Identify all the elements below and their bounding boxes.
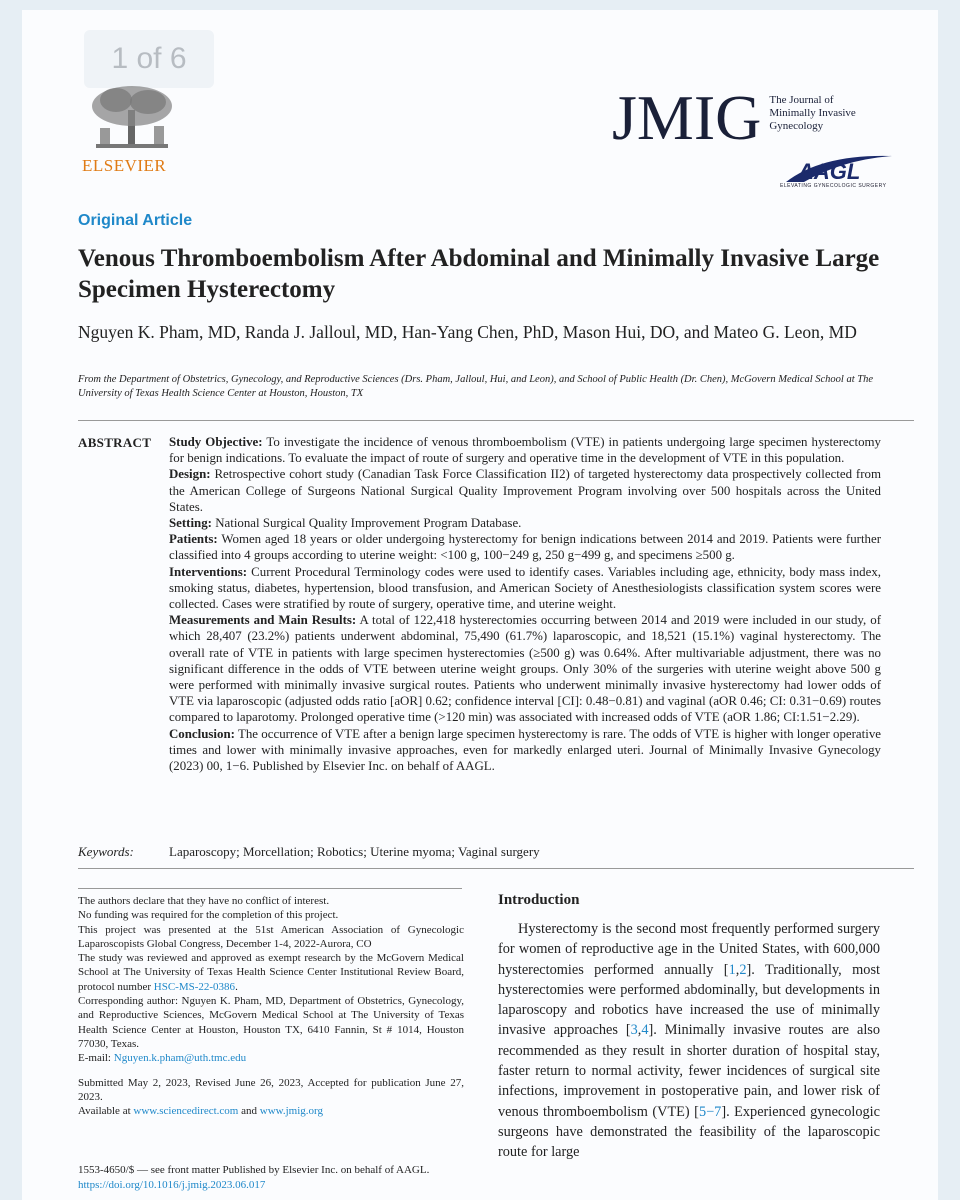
reference-link[interactable]: 5−7 [698, 1103, 722, 1120]
abstract-results [169, 612, 881, 725]
journal-full-name [769, 94, 855, 133]
abstract-text: Retrospective cohort study (Canadian Task Force Classification II2) of targeted hysterectomy data prospectively collected from the American College of Surgeons National Surgical Quality Improvement Program involving over 500 hospitals across the United States. [169, 467, 881, 514]
introduction-paragraph [498, 919, 880, 1163]
abstract-heading: Measurements and Main Results: [169, 613, 357, 628]
reference-link[interactable]: 1 [728, 961, 736, 978]
author-affiliation: From the Department of Obstetrics, Gynecology, and Reproductive Sciences (Drs. Pham, Jalloul, Hui, and Leon), and School of Public Health (Dr. Chen), McGovern Medical School at The University of Texas Health Science Center at Houston, Houston, TX [78, 374, 874, 399]
abstract-objective [169, 434, 881, 466]
abstract-conclusion [169, 726, 881, 775]
footnote-divider [78, 888, 462, 889]
abstract-text: The occurrence of VTE after a benign large specimen hysterectomy is rare. The odds of VTE is higher with longer operative times and lower with minimally invasive approaches, even for markedly enlarged uteri. Journal of Minimally Invasive Gynecology (2023) 00, 1−6. Published by Elsevier Inc. on behalf of AAGL. [169, 726, 881, 774]
available-and: and [241, 1105, 257, 1118]
publisher-name: ELSEVIER [82, 156, 167, 175]
front-matter [78, 1163, 508, 1192]
issn-line: 1553-4650/$ — see front matter Published by Elsevier Inc. on behalf of AAGL. [78, 1164, 430, 1176]
abstract-interventions [169, 564, 881, 613]
journal-name-line2: Minimally Invasive [769, 107, 856, 119]
abstract-text: A total of 122,418 hysterectomies occurring between 2014 and 2019 were included in our study, of which 28,407 (23.2%) patients underwent abdominal, 75,490 (61.7%) laparoscopic, and 18,521 (15.1%) vaginal hysterectomy. The overall rate of VTE in patients with large specimen hysterectomies (≥500 g) was 0.64%. After multivariable adjustment, there was no significant difference in the odds of VTE between uterine weight groups. Only 30% of the surgeries with uterine weight above 500 g were performed with minimally invasive surgical routes. Patients who underwent minimally invasive hysterectomy had lower odds of VTE via laparoscopic (adjusted odds ratio [aOR] 0.62; confidence interval [CI]: 0.48−0.81) and vaginal (aOR 0.46; CI: 0.31−0.69) routes compared to laparotomy. Prolonged operative time (>120 min) was associated with increased odds of VTE (aOR 1.86; CI:1.51−2.29). [169, 613, 881, 725]
aagl-wordmark: AAGL [798, 159, 861, 184]
elsevier-logo [82, 82, 202, 176]
keywords-label: Keywords: [78, 844, 134, 859]
doi-link[interactable]: https://doi.org/10.1016/j.jmig.2023.06.017 [78, 1178, 266, 1191]
footnotes [78, 894, 464, 1118]
email-line [78, 1051, 464, 1065]
abstract-heading: Conclusion: [169, 726, 235, 741]
journal-abbrev: JMIG [612, 82, 762, 153]
abstract-text: Women aged 18 years or older undergoing hysterectomy for benign indications between 2014 and 2019. Patients were further classified into 4 groups according to uterine weight: <100 g, 100−249 g, 250 g−499 g, and specimens ≥500 g. [169, 532, 881, 563]
abstract-heading: Setting: [169, 516, 212, 531]
intro-text: ]. Experienced gynecologic surgeons have demonstrated the feasibility of the laparoscopic route for large [498, 1103, 880, 1161]
reference-link[interactable]: 2 [739, 961, 747, 978]
article-title: Venous Thromboembolism After Abdominal and Minimally Invasive Large Specimen Hysterectomy [78, 245, 880, 303]
abstract-design [169, 466, 881, 515]
email-label: E-mail: [78, 1052, 111, 1065]
abstract-heading: Design: [169, 467, 211, 482]
irb-statement: The study was reviewed and approved as exempt research by the McGovern Medical School at The University of Texas Health Science Center Institutional Review Board, protocol number HSC-MS-22-0386. [78, 952, 464, 993]
elsevier-tree-icon [82, 82, 182, 154]
divider [78, 868, 914, 869]
corresponding-author: Corresponding author: Nguyen K. Pham, MD, Department of Obstetrics, Gynecology, and Reproductive Sciences, McGovern Medical School at The University of Texas Health Science Center at Houston, Houston TX, 6410 Fannin, St # 1014, Houston 77030, Texas. [78, 995, 464, 1050]
reference-link[interactable]: 3 [630, 1022, 638, 1039]
spacer [78, 1066, 464, 1076]
jmig-link[interactable]: www.jmig.org [259, 1105, 323, 1118]
email-link[interactable]: Nguyen.k.pham@uth.tmc.edu [113, 1052, 247, 1065]
article-type: Original Article [78, 212, 193, 229]
intro-text: , [735, 961, 740, 978]
keywords-list: Laparoscopy; Morcellation; Robotics; Uterine myoma; Vaginal surgery [169, 844, 540, 859]
abstract-setting [169, 515, 881, 531]
reference-link[interactable]: 4 [641, 1022, 649, 1039]
divider [78, 420, 914, 421]
journal-name-line1: The Journal of [769, 94, 834, 106]
funding-statement: No funding was required for the completion of this project. [78, 909, 339, 922]
conflict-statement: The authors declare that they have no conflict of interest. [78, 895, 330, 907]
abstract-patients [169, 531, 881, 563]
intro-text: , [637, 1022, 642, 1039]
abstract-heading: Study Objective: [169, 435, 263, 449]
abstract-body [169, 434, 881, 774]
abstract-heading: Interventions: [169, 564, 248, 579]
availability-line [78, 1104, 464, 1118]
irb-protocol-link[interactable]: HSC-MS-22-0386 [153, 980, 236, 993]
article-authors: Nguyen K. Pham, MD, Randa J. Jalloul, MD, Han-Yang Chen, PhD, Mason Hui, DO, and Mateo G. Leon, MD [78, 322, 857, 342]
aagl-logo [782, 150, 898, 186]
sciencedirect-link[interactable]: www.sciencedirect.com [133, 1105, 239, 1118]
abstract-label: ABSTRACT [78, 435, 152, 450]
available-label: Available at [78, 1105, 131, 1118]
journal-name-line3: Gynecology [769, 120, 824, 132]
journal-logo [612, 82, 912, 153]
abstract-text: To investigate the incidence of venous thromboembolism (VTE) in patients undergoing large specimen hysterectomy for benign indications. To evaluate the impact of route of surgery and operative time in the development of VTE in this population. [169, 435, 881, 466]
aagl-tagline: ELEVATING GYNECOLOGIC SURGERY [780, 183, 887, 189]
intro-text: ]. Traditionally, most hysterectomies were performed abdominally, but developments in laparoscopy and robotics have increased the use of minimally invasive approaches [ [498, 961, 880, 1039]
article-page [22, 10, 938, 1200]
intro-text: ]. Minimally invasive routes are also recommended as they result in shorter duration of hospital stay, faster return to normal activity, fewer incidences of surgical site infections, improvement in postoperative pain, and lower risk of venous thromboembolism (VTE) [ [498, 1022, 881, 1120]
irb-text: The study was reviewed and approved as exempt research by the McGovern Medical School at The University of Texas Health Science Center Institutional Review Board, protocol number [78, 952, 464, 993]
abstract-heading: Patients: [169, 532, 218, 547]
abstract-text: National Surgical Quality Improvement Program Database. [215, 516, 522, 531]
page-indicator: 1 of 6 [84, 30, 214, 88]
intro-text: Hysterectomy is the second most frequently performed surgery for women of reproductive age in the United States, with 600,000 hysterectomies performed annually [ [498, 921, 880, 978]
introduction-heading: Introduction [498, 892, 580, 908]
submission-dates: Submitted May 2, 2023, Revised June 26, 2023, Accepted for publication June 27, 2023. [78, 1076, 464, 1103]
presentation-statement: This project was presented at the 51st American Association of Gynecologic Laparoscopists Global Congress, December 1-4, 2022-Aurora, CO [78, 923, 464, 950]
abstract-text: Current Procedural Terminology codes were used to identify cases. Variables including age, ethnicity, body mass index, smoking status, diabetes, hypertension, blood transfusion, and American Society of Anesthesiologists classification system scores were collected. Cases were stratified by route of surgery, operative time, and uterine weight. [169, 564, 882, 612]
